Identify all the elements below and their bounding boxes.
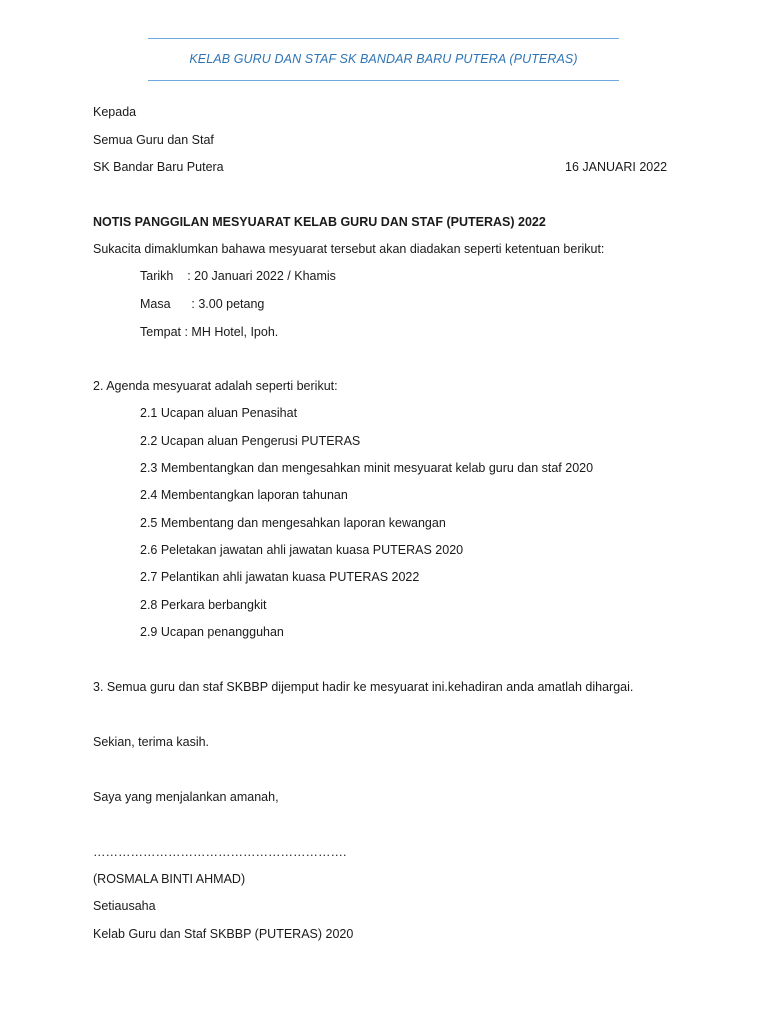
closing-trust: Saya yang menjalankan amanah, [93, 790, 279, 804]
header-rule-top [148, 38, 619, 39]
notice-title: NOTIS PANGGILAN MESYUARAT KELAB GURU DAN STAF (PUTERAS) 2022 [93, 215, 546, 229]
signatory-organization: Kelab Guru dan Staf SKBBP (PUTERAS) 2020 [93, 927, 354, 941]
signature-line: ……………………………………………………. [93, 845, 347, 859]
notice-intro: Sukacita dimaklumkan bahawa mesyuarat tersebut akan diadakan seperti ketentuan berikut: [93, 242, 605, 256]
agenda-item: 2.5 Membentang dan mengesahkan laporan kewangan [140, 516, 446, 530]
detail-time: Masa : 3.00 petang [140, 297, 265, 311]
signatory-name: (ROSMALA BINTI AHMAD) [93, 872, 246, 886]
invitation-paragraph: 3. Semua guru dan staf SKBBP dijemput hadir ke mesyuarat ini.kehadiran anda amatlah dihargai. [93, 680, 634, 694]
header-rule-bottom [148, 80, 619, 81]
agenda-item: 2.1 Ucapan aluan Penasihat [140, 406, 298, 420]
agenda-item: 2.4 Membentangkan laporan tahunan [140, 488, 348, 502]
document-header-title: KELAB GURU DAN STAF SK BANDAR BARU PUTERA (PUTERAS) [189, 52, 578, 66]
agenda-item: 2.3 Membentangkan dan mengesahkan minit mesyuarat kelab guru dan staf 2020 [140, 461, 594, 475]
recipient-line-2: Semua Guru dan Staf [93, 133, 214, 147]
agenda-item: 2.9 Ucapan penangguhan [140, 625, 284, 639]
agenda-item: 2.8 Perkara berbangkit [140, 598, 267, 612]
detail-date: Tarikh : 20 Januari 2022 / Khamis [140, 269, 336, 283]
recipient-line-1: Kepada [93, 105, 137, 119]
closing-thanks: Sekian, terima kasih. [93, 735, 210, 749]
agenda-item: 2.7 Pelantikan ahli jawatan kuasa PUTERAS 2022 [140, 570, 420, 584]
agenda-item: 2.2 Ucapan aluan Pengerusi PUTERAS [140, 434, 361, 448]
detail-venue: Tempat : MH Hotel, Ipoh. [140, 325, 279, 339]
recipient-line-3: SK Bandar Baru Putera [93, 160, 224, 174]
agenda-item: 2.6 Peletakan jawatan ahli jawatan kuasa PUTERAS 2020 [140, 543, 464, 557]
document-date: 16 JANUARI 2022 [565, 160, 668, 174]
agenda-heading: 2. Agenda mesyuarat adalah seperti berikut: [93, 379, 338, 393]
signatory-position: Setiausaha [93, 899, 156, 913]
